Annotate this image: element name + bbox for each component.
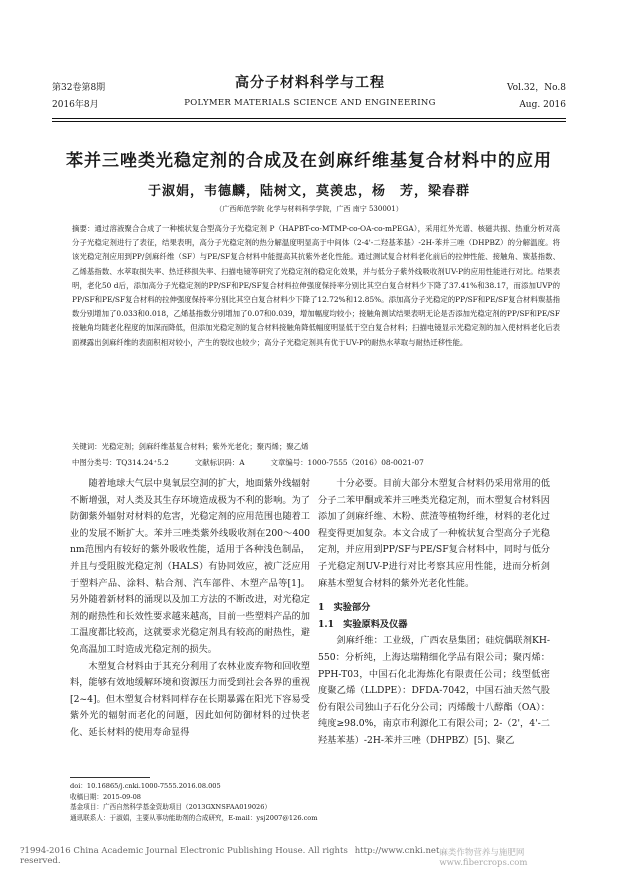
funding: 基金项目：广西自然科学基金资助项目（2013GXNSFAA019026）: [70, 803, 272, 812]
received-date: 收稿日期：2015-09-08: [70, 792, 141, 801]
page-footer: [20, 846, 598, 868]
affiliation: （广西师范学院 化学与材料科学学院，广西 南宁 530001）: [215, 205, 403, 213]
paragraph: 木塑复合材料由于其充分利用了农林业废弃物和回收塑料，能够有效地缓解环境和资源压力而受到社会各界的重视[2~4]。但木塑复合材料同样存在长期暴露在阳光下容易受紫外光的辐射而老化的问题，因此如何防御材料的过快老化、延长材料的使用寿命显得: [70, 660, 310, 738]
paragraph: 剑麻纤维：工业级，广西农垦集团；硅烷偶联剂KH-550：分析纯，上海达瑞精细化学品有限公司；聚丙烯：PPH-T03，中国石化北海炼化有限责任公司；线型低密度聚乙烯（LLDPE）：DFDA-7042，中国石油天然气股份有限公司独山子石化分公司；丙烯酸十八醇酯（OA）：纯度≥98.0%，南京市利源化工有限公司；2-（2'，4'-二羟基苯基）-2H-苯并三唑（DHPBZ）[5]、聚乙: [318, 635, 550, 746]
volume-cn: 第32卷第8期: [52, 83, 106, 93]
date-en: Aug. 2016: [519, 100, 566, 110]
journal-title-en: POLYMER MATERIALS SCIENCE AND ENGINEERING: [184, 98, 436, 108]
journal-title-cn: 高分子材料科学与工程: [235, 75, 385, 91]
subsection-heading: 1.1 实验原料及仪器: [318, 618, 408, 630]
paragraph: 随着地球大气层中臭氧层空洞的扩大，地面紫外线辐射不断增强，对人类及其生存环境造成极为不利的影响。为了防御紫外辐射对材料的危害，光稳定剂的应用范围也随着工业的发展不断扩大。苯并三唑类紫外线吸收剂在200～400 nm范围内有较好的紫外吸收性能，适用于各种浅色制品，并且与受阻胺光稳定剂（HALS）有协同效应，被广泛应用于塑料产品、涂料、粘合剂、汽车部件、木塑产品等[1]。另外随着新材料的涌现以及加工方法的不断改进，对光稳定剂的耐热性和长效性要求越来越高，目前一些塑料产品的加工温度都比较高，这就要求光稳定剂具有较高的耐热性，避免高温加工时造成光稳定剂的损失。: [70, 478, 310, 655]
abstract: 摘要：通过溶液聚合合成了一种梳状复合型高分子光稳定剂 P（HAPBT-co-MTMP-co-OA-co-mPEGA），采用红外光谱、核磁共振、热重分析对高分子光稳定剂进行了表征，结果表明，高分子光稳定剂的热分解温度明显高于中间体（2-4'-二羟基苯基）-2H-苯并三唑（DHPBZ）的分解温度。将该光稳定剂应用到PP/剑麻纤维（SF）与PE/SF复合材料中能提高其抗紫外老化性能。通过测试复合材料老化前后的拉伸性能、接触角、羰基指数、乙烯基指数、水萃取损失率、热迁移损失率、扫描电镜等研究了光稳定剂的稳定化效果，并与低分子紫外线吸收剂UV-P的应用性能进行对比。结果表明，老化50 d后，添加高分子光稳定剂的PP/SF和PE/SF复合材料拉伸强度保持率分别比其空白复合材料少下降了37.41%和38.17，而添加UVP的PP/SF和PE/SF复合材料的拉伸强度保持率分别比其空白复合材料少下降了12.72%和12.85%。添加高分子光稳定的PP/SF和PE/SF复合材料羰基指数分别增加了0.033和0.018，乙烯基指数分别增加了0.07和0.039，增加幅度均较小；接触角测试结果表明无论是否添加光稳定剂的PP/SF和PE/SF接触角均随老化程度的加深而降低，但添加光稳定剂的复合材料接触角降低幅度明显低于空白复合材料；扫描电镜显示光稳定剂的加入使材料老化后表面裸露出剑麻纤维的表面积相对较小，产生的裂纹也较少；高分子光稳定剂具有优于UV-P的耐热水萃取与耐热迁移性能。: [72, 224, 560, 347]
copyright: ?1994-2016 China Academic Journal Electronic Publishing House. All rights reserved.: [20, 846, 348, 866]
site-link[interactable]: http://www.cnki.net: [354, 846, 440, 856]
footnotes: [70, 781, 550, 823]
doi: doi：10.16865/j.cnki.1000-7555.2016.08.005: [70, 782, 221, 790]
date-cn: 2016年8月: [52, 100, 99, 110]
header-rule-thin: [52, 121, 566, 122]
volume-en: Vol.32，No.8: [506, 83, 566, 93]
watermark: 麻类作物营养与施肥网 www.fibercrops.com: [439, 848, 528, 868]
article-number: 文章编号：1000-7555（2016）08-0021-07: [270, 458, 424, 467]
correspondence: 通讯联系人：于淑娟，主要从事功能助剂的合成研究，E-mail：ysj2007@126.com: [70, 813, 318, 822]
authors: 于淑娟，韦德麟，陆树文，莫羡忠，杨 芳，梁春群: [147, 184, 470, 199]
body-column-left: [70, 476, 310, 742]
header-right: [507, 80, 566, 114]
body-column-right: [318, 476, 550, 750]
footnote-rule: [70, 777, 150, 778]
keywords: 关键词：光稳定剂；剑麻纤维基复合材料；紫外光老化；聚丙烯；聚乙烯: [72, 442, 309, 451]
paper-title: 苯并三唑类光稳定剂的合成及在剑麻纤维基复合材料中的应用: [66, 151, 552, 171]
document-code: 文献标识码：A: [194, 458, 245, 467]
section-heading: 1 实验部分: [318, 602, 371, 614]
paragraph: 十分必要。目前大部分木塑复合材料仍采用常用的低分子二苯甲酮或苯并三唑类光稳定剂，而木塑复合材料因添加了剑麻纤维、木粉、蔗渣等植物纤维，材料的老化过程变得更加复杂。本文合成了一种梳状复合型高分子光稳定剂，并应用到PP/SF与PE/SF复合材料中，同时与低分子光稳定剂UV-P进行对比考察其应用性能，进而分析剑麻基木塑复合材料的紫外光老化性能。: [318, 478, 550, 589]
journal-header: [160, 72, 460, 108]
clc-number: 中图分类号：TQ314.24⁺5.2: [72, 458, 169, 467]
header-left: [52, 80, 105, 114]
classification-line: [72, 456, 560, 470]
header-rule: [52, 118, 566, 119]
